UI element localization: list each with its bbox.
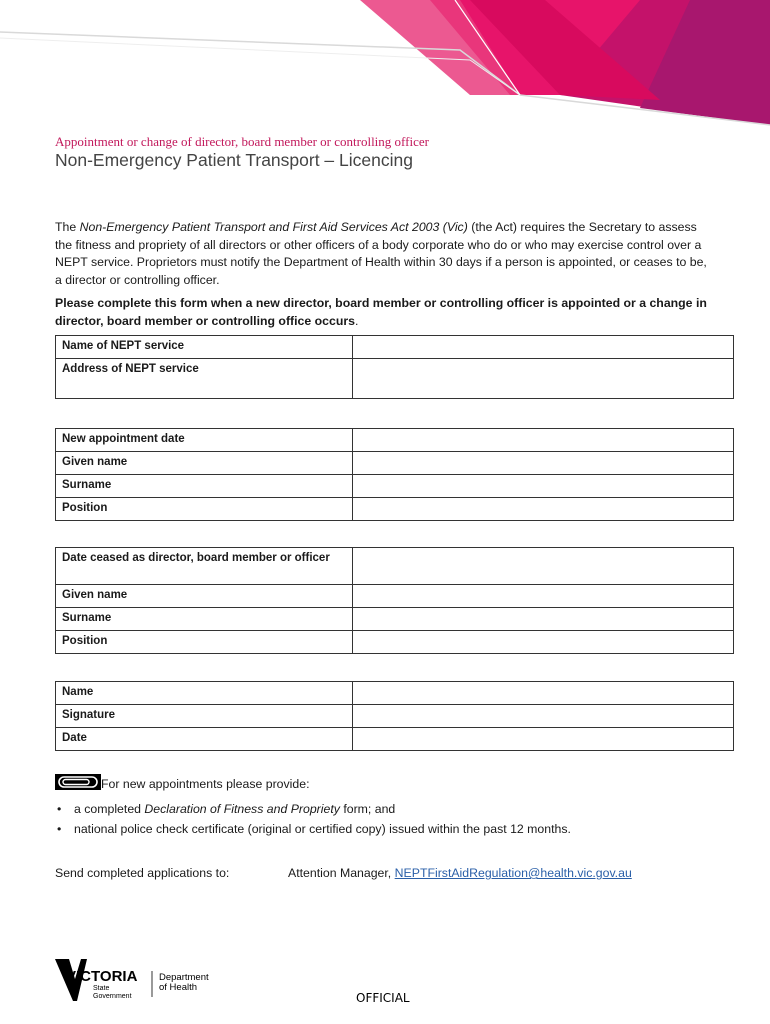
ceased-date-label: Date ceased as director, board member or officer xyxy=(56,548,353,585)
appointee-given-name-label: Given name xyxy=(56,452,353,475)
signoff-signature-label: Signature xyxy=(56,705,353,728)
signoff-date-field[interactable] xyxy=(353,728,734,751)
svg-text:VICTORIA: VICTORIA xyxy=(66,968,138,985)
appointee-surname-label: Surname xyxy=(56,475,353,498)
appointee-given-name-field[interactable] xyxy=(353,452,734,475)
ceased-given-name-label: Given name xyxy=(56,585,353,608)
service-name-field[interactable] xyxy=(353,336,734,359)
instruction-paragraph: Please complete this form when a new director, board member or controlling officer is appointed or a change in director, board member or controlling office occurs. xyxy=(55,296,707,328)
signoff-date-label: Date xyxy=(56,728,353,751)
list-item: • national police check certificate (original or certified copy) issued within the past 12 months. xyxy=(55,820,571,840)
provide-heading: For new appointments please provide: xyxy=(101,777,310,791)
ceased-surname-field[interactable] xyxy=(353,608,734,631)
signoff-signature-field[interactable] xyxy=(353,705,734,728)
ceased-surname-label: Surname xyxy=(56,608,353,631)
ceased-date-field[interactable] xyxy=(353,548,734,585)
svg-text:of Health: of Health xyxy=(159,982,198,993)
provide-list xyxy=(55,800,571,839)
intro-paragraph: The Non-Emergency Patient Transport and First Aid Services Act 2003 (Vic) (the Act) requires the Secretary to assess the fitness and propriety of all directors or other officers of a body corporate who do or who may exercise control over a NEPT service. Proprietors must notify the Department of Health within 30 days if a person is appointed, or ceases to be, a director or controlling officer. xyxy=(55,220,707,287)
service-address-label: Address of NEPT service xyxy=(56,359,353,399)
svg-text:Department: Department xyxy=(159,972,209,983)
victoria-government-logo xyxy=(55,957,225,1003)
signoff-name-field[interactable] xyxy=(353,682,734,705)
official-marking: OFFICIAL xyxy=(356,991,410,1005)
appointment-date-field[interactable] xyxy=(353,429,734,452)
service-name-label: Name of NEPT service xyxy=(56,336,353,359)
paperclip-icon xyxy=(55,774,101,790)
appointee-position-field[interactable] xyxy=(353,498,734,521)
act-name: Non-Emergency Patient Transport and First Aid Services Act 2003 (Vic) xyxy=(79,220,468,234)
form-eyebrow: Appointment or change of director, board member or controlling officer xyxy=(55,134,429,149)
ceased-position-label: Position xyxy=(56,631,353,654)
ceased-table xyxy=(55,547,734,654)
list-item: • a completed Declaration of Fitness and Propriety form; and xyxy=(55,800,571,820)
appointee-surname-field[interactable] xyxy=(353,475,734,498)
signoff-table xyxy=(55,681,734,751)
service-table xyxy=(55,335,734,399)
send-to: Attention Manager, NEPTFirstAidRegulation@health.vic.gov.au xyxy=(288,866,632,880)
ceased-given-name-field[interactable] xyxy=(353,585,734,608)
appointment-table xyxy=(55,428,734,521)
service-address-field[interactable] xyxy=(353,359,734,399)
ceased-position-field[interactable] xyxy=(353,631,734,654)
header-banner xyxy=(0,0,770,135)
email-link[interactable]: NEPTFirstAidRegulation@health.vic.gov.au xyxy=(394,866,632,880)
svg-text:State: State xyxy=(93,985,110,992)
appointee-position-label: Position xyxy=(56,498,353,521)
appointment-date-label: New appointment date xyxy=(56,429,353,452)
signoff-name-label: Name xyxy=(56,682,353,705)
send-label: Send completed applications to: xyxy=(55,866,230,880)
page-title: Non-Emergency Patient Transport – Licencing xyxy=(55,150,413,170)
svg-text:Government: Government xyxy=(93,993,132,1000)
